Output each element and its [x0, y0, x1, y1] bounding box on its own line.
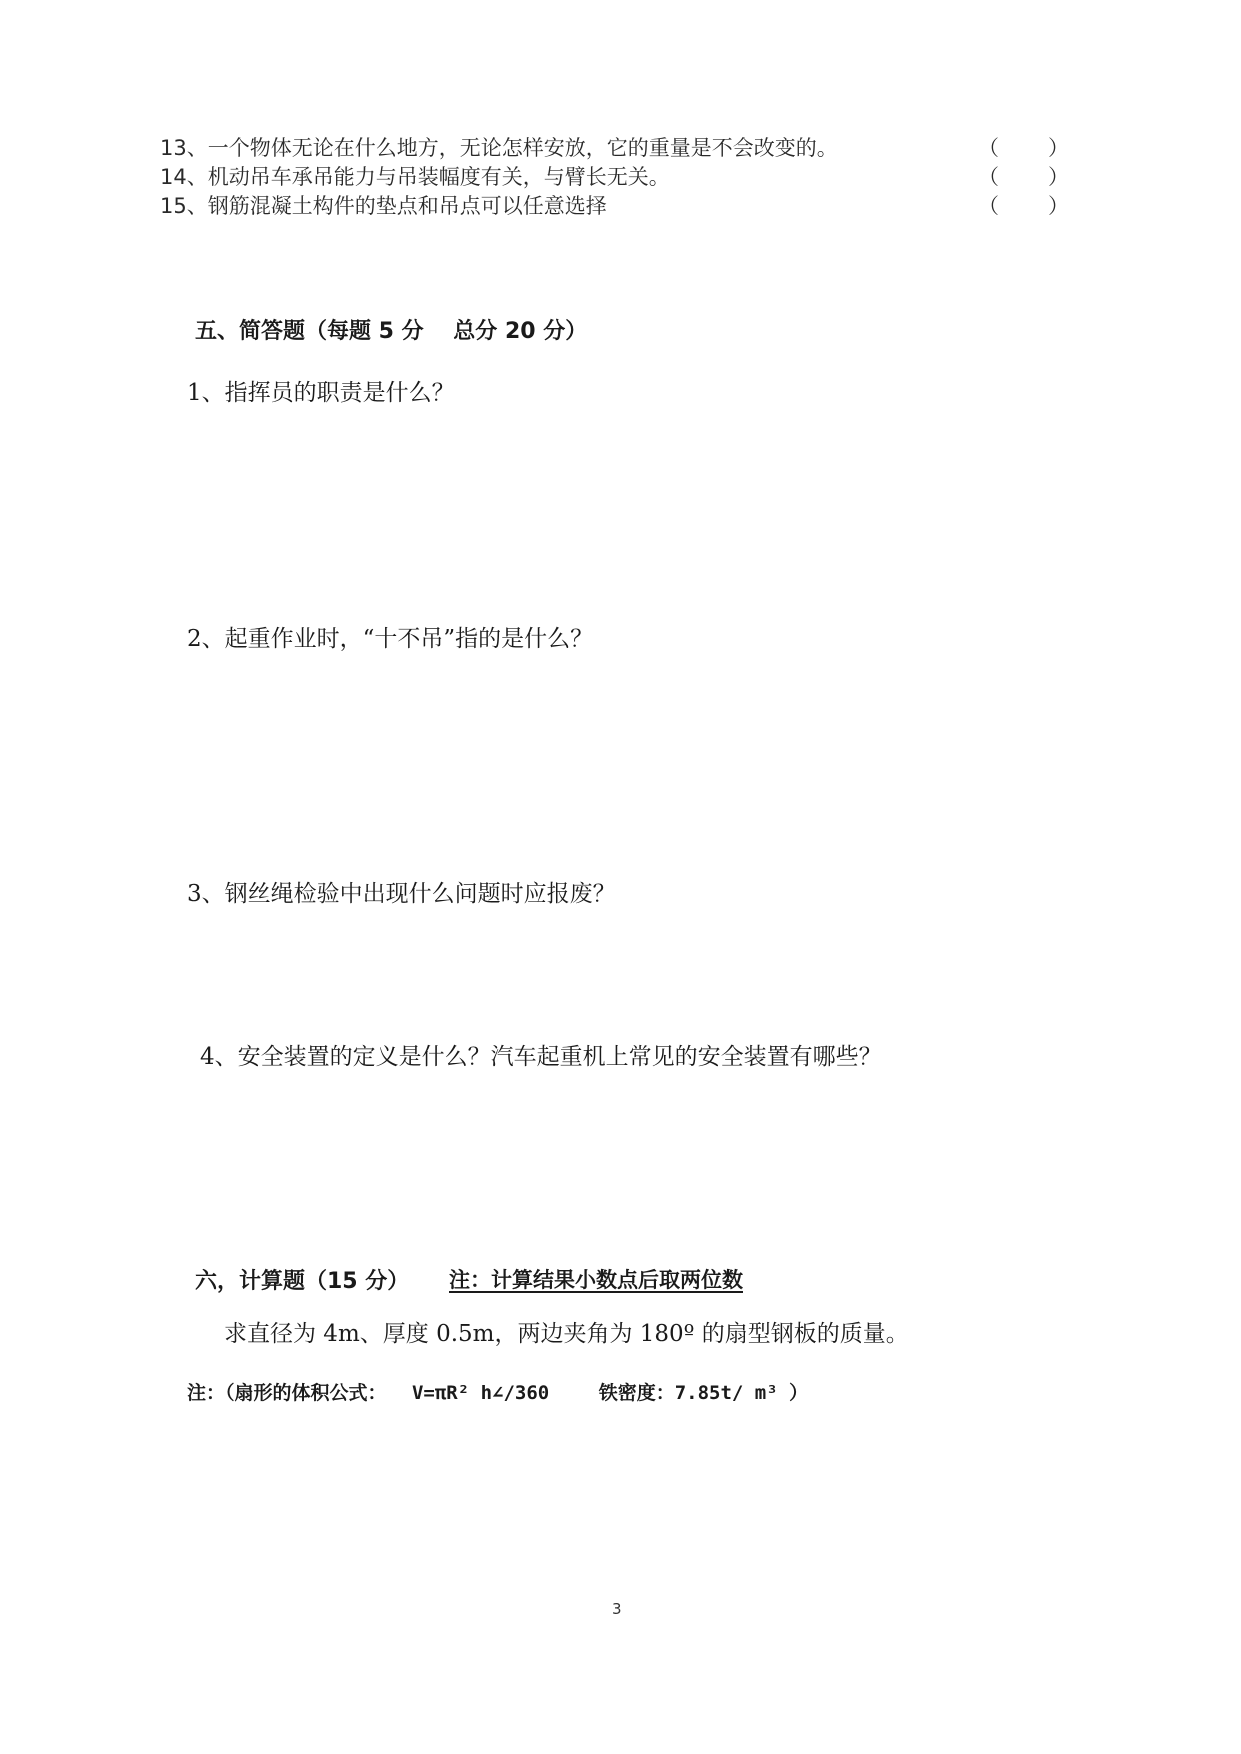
calculation-note: 注：计算结果小数点后取两位数 — [449, 1268, 743, 1292]
short-answer-question-2: 2、起重作业时，“十不吊”指的是什么？ — [187, 626, 594, 652]
tf-item-15 — [160, 191, 1069, 221]
answer-paren-close: ） — [1048, 165, 1069, 189]
section-five-title: 五、简答题（每题 5 分 总分 20 分） — [195, 319, 588, 344]
tf-item-13 — [160, 133, 1069, 163]
answer-paren-open: （ — [978, 194, 999, 218]
short-answer-question-1: 1、指挥员的职责是什么？ — [187, 380, 455, 406]
sector-volume-formula: V=πR² h∠/360 — [411, 1382, 550, 1404]
short-answer-question-3: 3、钢丝绳检验中出现什么问题时应报废？ — [187, 881, 616, 907]
formula-prefix: 注：（扇形的体积公式： — [187, 1382, 387, 1404]
page-number: 3 — [612, 1600, 622, 1618]
short-answer-question-4: 4、安全装置的定义是什么？汽车起重机上常见的安全装置有哪些？ — [200, 1044, 882, 1070]
tf-item-text: 14、机动吊车承吊能力与吊装幅度有关，与臂长无关。 — [160, 165, 670, 189]
calculation-problem: 求直径为 4m、厚度 0.5m，两边夹角为 180º 的扇型钢板的质量。 — [224, 1321, 909, 1347]
formula-line — [187, 1378, 808, 1405]
tf-item-text: 13、一个物体无论在什么地方，无论怎样安放，它的重量是不会改变的。 — [160, 136, 838, 160]
tf-item-14 — [160, 162, 1069, 192]
answer-paren-close: ） — [1048, 194, 1069, 218]
tf-item-text: 15、钢筋混凝土构件的垫点和吊点可以任意选择 — [160, 194, 607, 218]
section-six-title: 六，计算题（15 分） — [195, 1269, 410, 1294]
answer-paren-close: ） — [1048, 136, 1069, 160]
answer-paren-open: （ — [978, 136, 999, 160]
iron-density: 铁密度：7.85t/ m³ ） — [598, 1382, 809, 1404]
answer-paren-open: （ — [978, 165, 999, 189]
